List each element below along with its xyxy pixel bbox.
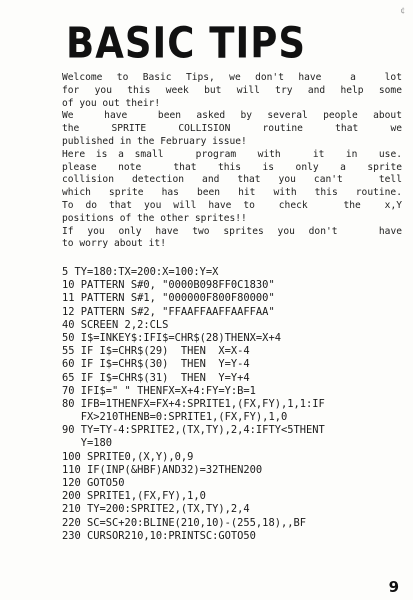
code-line: 100 SPRITE0,(X,Y),0,9: [62, 450, 194, 463]
code-line: 230 CURSOR210,10:PRINTSC:GOTO50: [62, 529, 256, 542]
intro-line: Here is a small program with it in use.: [62, 148, 402, 160]
intro-paragraph: [62, 72, 402, 251]
code-listing: [62, 266, 407, 543]
intro-line: positions of the other sprites!!: [62, 212, 247, 224]
code-line: 110 IF(INP(&HBF)AND32)=32THEN200: [62, 463, 263, 476]
page-title: BASIC TIPS: [66, 18, 307, 68]
code-line: 210 TY=200:SPRITE2,(TX,TY),2,4: [62, 503, 250, 516]
intro-line: Welcome to Basic Tips, we don't have a lot: [62, 72, 402, 83]
code-line: 80 IFB=1THENFX=FX+4:SPRITE1,(FX,FY),1,1:IF: [62, 397, 325, 410]
code-line: 5 TY=180:TX=200:X=100:Y=X: [62, 266, 219, 278]
code-line: 50 I$=INKEY$:IFI$=CHR$(28)THENX=X+4: [62, 331, 281, 344]
intro-line: the SPRITE COLLISION routine that we: [62, 123, 402, 135]
code-line: 90 TY=TY-4:SPRITE2,(TX,TY),2,4:IFTY<5THENT: [62, 424, 325, 437]
code-line: 65 IF I$=CHR$(31) THEN Y=Y+4: [62, 371, 250, 384]
intro-line: to worry about it!: [62, 238, 166, 250]
code-line: 55 IF I$=CHR$(29) THEN X=X-4: [62, 345, 250, 358]
code-line: FX>210THENB=0:SPRITE1,(FX,FY),1,0: [62, 411, 288, 424]
intro-line: To do that you will have to check the x,Y: [62, 199, 402, 211]
intro-line: We have been asked by several people about: [62, 110, 402, 122]
code-line: 60 IF I$=CHR$(30) THEN Y=Y-4: [62, 358, 250, 371]
code-line: 10 PATTERN S#0, "0000B098FF0C1830": [62, 279, 275, 292]
code-line: 120 GOTO50: [62, 477, 125, 489]
page-number: 9: [388, 578, 399, 596]
code-line: 220 SC=SC+20:BLINE(210,10)-(255,18),,BF: [62, 516, 306, 529]
intro-line: which sprite has been hit with this routine.: [62, 187, 402, 199]
intro-line: please note that this is only a sprite: [62, 161, 402, 173]
intro-line: collision detection and that you can't tell: [62, 174, 402, 186]
code-line: 40 SCREEN 2,2:CLS: [62, 318, 169, 331]
intro-line: of you out their!: [62, 97, 161, 109]
code-line: 11 PATTERN S#1, "000000F800F80000": [62, 292, 275, 305]
intro-line: for you this week but will try and help some: [62, 84, 402, 96]
intro-line: If you only have two sprites you don't have: [62, 225, 402, 237]
code-line: 200 SPRITE1,(FX,FY),1,0: [62, 490, 206, 503]
intro-line: published in the February issue!: [62, 135, 247, 147]
code-line: 70 IFI$=" " THENFX=X+4:FY=Y:B=1: [62, 384, 256, 397]
code-line: Y=180: [62, 437, 113, 450]
corner-mark: ¢: [400, 6, 405, 15]
code-line: 12 PATTERN S#2, "FFAAFFAAFFAAFFAA": [62, 305, 275, 318]
